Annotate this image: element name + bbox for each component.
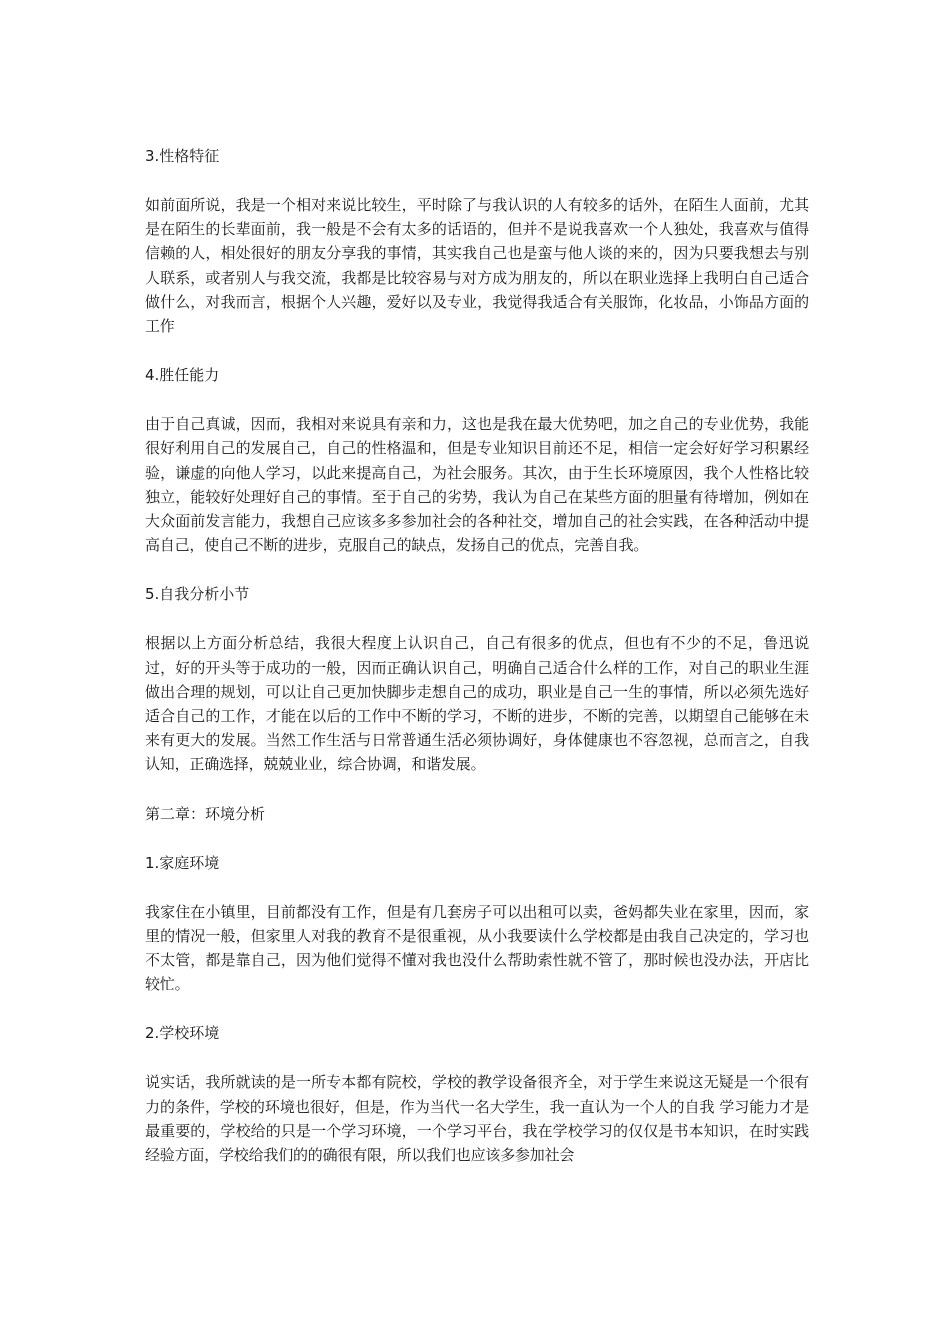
section-heading-personality: 3.性格特征 — [145, 147, 220, 165]
section-heading-school-environment: 2.学校环境 — [145, 1024, 220, 1043]
document-body — [145, 144, 809, 1167]
section-paragraph-personality: 如前面所说，我是一个相对来说比较生，平时除了与我认识的人有较多的话外，在陌生人面前，尤其是在陌生的长辈面前，我一般是不会有太多的话语的，但并不是说我喜欢一个人独处，我喜欢与值得信赖的人，相处很好的朋友分享我的事情，其实我自己也是蛮与他人谈的来的，因为只要我想去与别人联系，或者别人与我交流，我都是比较容易与对方成为朋友的，所以在职业选择上我明白自己适合做什么，对我而言，根据个人兴趣，爱好以及专业，我觉得我适合有关服饰，化妆品，小饰品方面的工作 — [145, 196, 809, 336]
section-paragraph-school-environment: 说实话，我所就读的是一所专本都有院校，学校的教学设备很齐全，对于学生来说这无疑是一个很有力的条件，学校的环境也很好，但是，作为当代一名大学生，我一直认为一个人的自我 学习能力才是最重要的，学校给的只是一个学习环境，一个学习平台，我在学校学习的仅仅是书本知识，在时实践经验方面，学校给我们的的确很有限，所以我们也应该多参加社会 — [145, 1073, 809, 1165]
section-paragraph-competence: 由于自己真诚，因而，我相对来说具有亲和力，这也是我在最大优势吧，加之自己的专业优势，我能很好利用自己的发展自己，自己的性格温和，但是专业知识目前还不足，相信一定会好好学习积累经验，谦虚的向他人学习，以此来提高自己，为社会服务。其次，由于生长环境原因，我个人性格比较独立，能较好处理好自己的事情。至于自己的劣势，我认为自己在某些方面的胆量有待增加，例如在大众面前发言能力，我想自己应该多多参加社会的各种社交，增加自己的社会实践，在各种活动中提高自己，使自己不断的进步，克服自己的缺点，发扬自己的优点，完善自我。 — [145, 415, 809, 555]
section-heading-family-environment: 1.家庭环境 — [145, 853, 220, 872]
section-paragraph-family-environment: 我家住在小镇里，目前都没有工作，但是有几套房子可以出租可以卖，爸妈都失业在家里，因而，家里的情况一般，但家里人对我的教育不是很重视，从小我要读什么学校都是由我自己决定的，学习也不太管，都是靠自己，因为他们觉得不懂对我也没什么帮助索性就不管了，那时候也没办法，开店比较忙。 — [145, 902, 809, 994]
chapter-heading-environment: 第二章：环境分析 — [145, 804, 266, 823]
section-heading-competence: 4.胜任能力 — [145, 366, 220, 385]
section-heading-self-analysis-summary: 5.自我分析小节 — [145, 585, 250, 604]
section-paragraph-self-analysis-summary: 根据以上方面分析总结，我很大程度上认识自己，自己有很多的优点，但也有不少的不足，鲁迅说过，好的开头等于成功的一般，因而正确认识自己，明确自己适合什么样的工作，对自己的职业生涯做出合理的规划，可以让自己更加快脚步走想自己的成功，职业是自己一生的事情，所以必须先选好适合自己的工作，才能在以后的工作中不断的学习，不断的进步，不断的完善，以期望自己能够在未来有更大的发展。当然工作生活与日常普通生活必须协调好，身体健康也不容忽视，总而言之，自我认知，正确选择，兢兢业业，综合协调，和谐发展。 — [145, 634, 809, 774]
